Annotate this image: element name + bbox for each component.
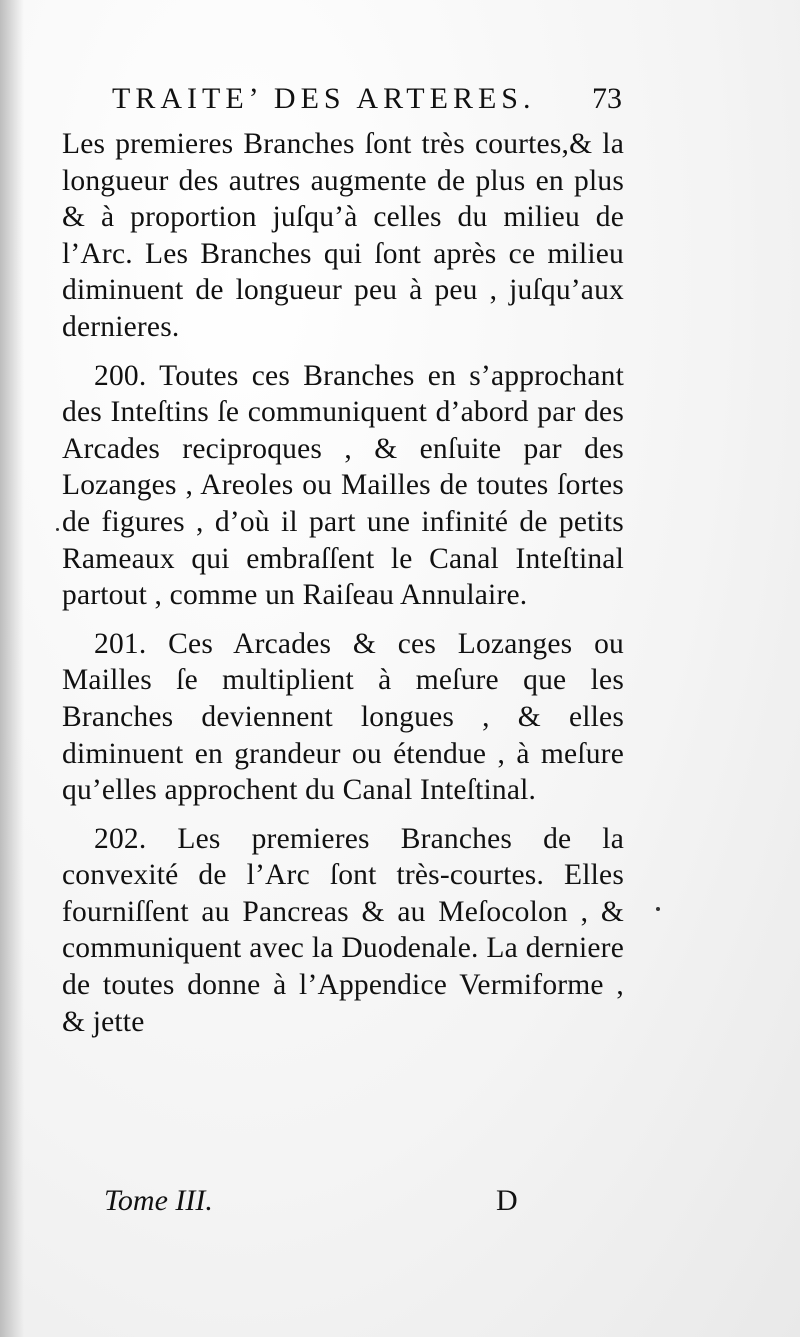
running-title: TRAITE’ DES ARTERES.: [112, 82, 536, 115]
ink-speck: [56, 528, 59, 531]
paragraph-201: 201. Ces Arcades & ces Lozanges ou Mailles ſe multiplient à meſure que les Branches deviennent longues , & elles diminuent en grandeur ou étendue , à meſure qu’elles approchent du Canal Inteſtinal.: [62, 627, 624, 807]
page-number: 73: [592, 82, 622, 115]
page-body: [62, 126, 624, 1040]
paragraph-200: 200. Toutes ces Branches en s’approchant des Inteſtins ſe communiquent d’abord par des Arcades reciproques , & enſuite par des Lozanges , Areoles ou Mailles de toutes ſortes de figures , d’où il part une infinité de petits Rameaux qui embraſſent le Canal Inteſtinal partout , comme un Raiſeau Annulaire.: [62, 359, 624, 612]
paragraph-continued: Les premieres Branches ſont très courtes,& la longueur des autres augmente de plus en plus & à proportion juſqu’à celles du milieu de l’Arc. Les Branches qui ſont après ce milieu diminuent de longueur peu à peu , juſqu’aux dernieres.: [62, 128, 624, 343]
paragraph-202: 202. Les premieres Branches de la convexité de l’Arc ſont très-courtes. Elles fourniſſent au Pancreas & au Meſocolon , & communiquent avec la Duodenale. La derniere de toutes donne à l’Appendice Vermiforme , & jette: [62, 822, 624, 1038]
gutter-shadow: [0, 0, 24, 1337]
volume-label: Tome III.: [104, 1184, 213, 1217]
ink-speck: [656, 907, 660, 911]
signature-mark: D: [496, 1184, 518, 1217]
running-header: [112, 82, 632, 122]
